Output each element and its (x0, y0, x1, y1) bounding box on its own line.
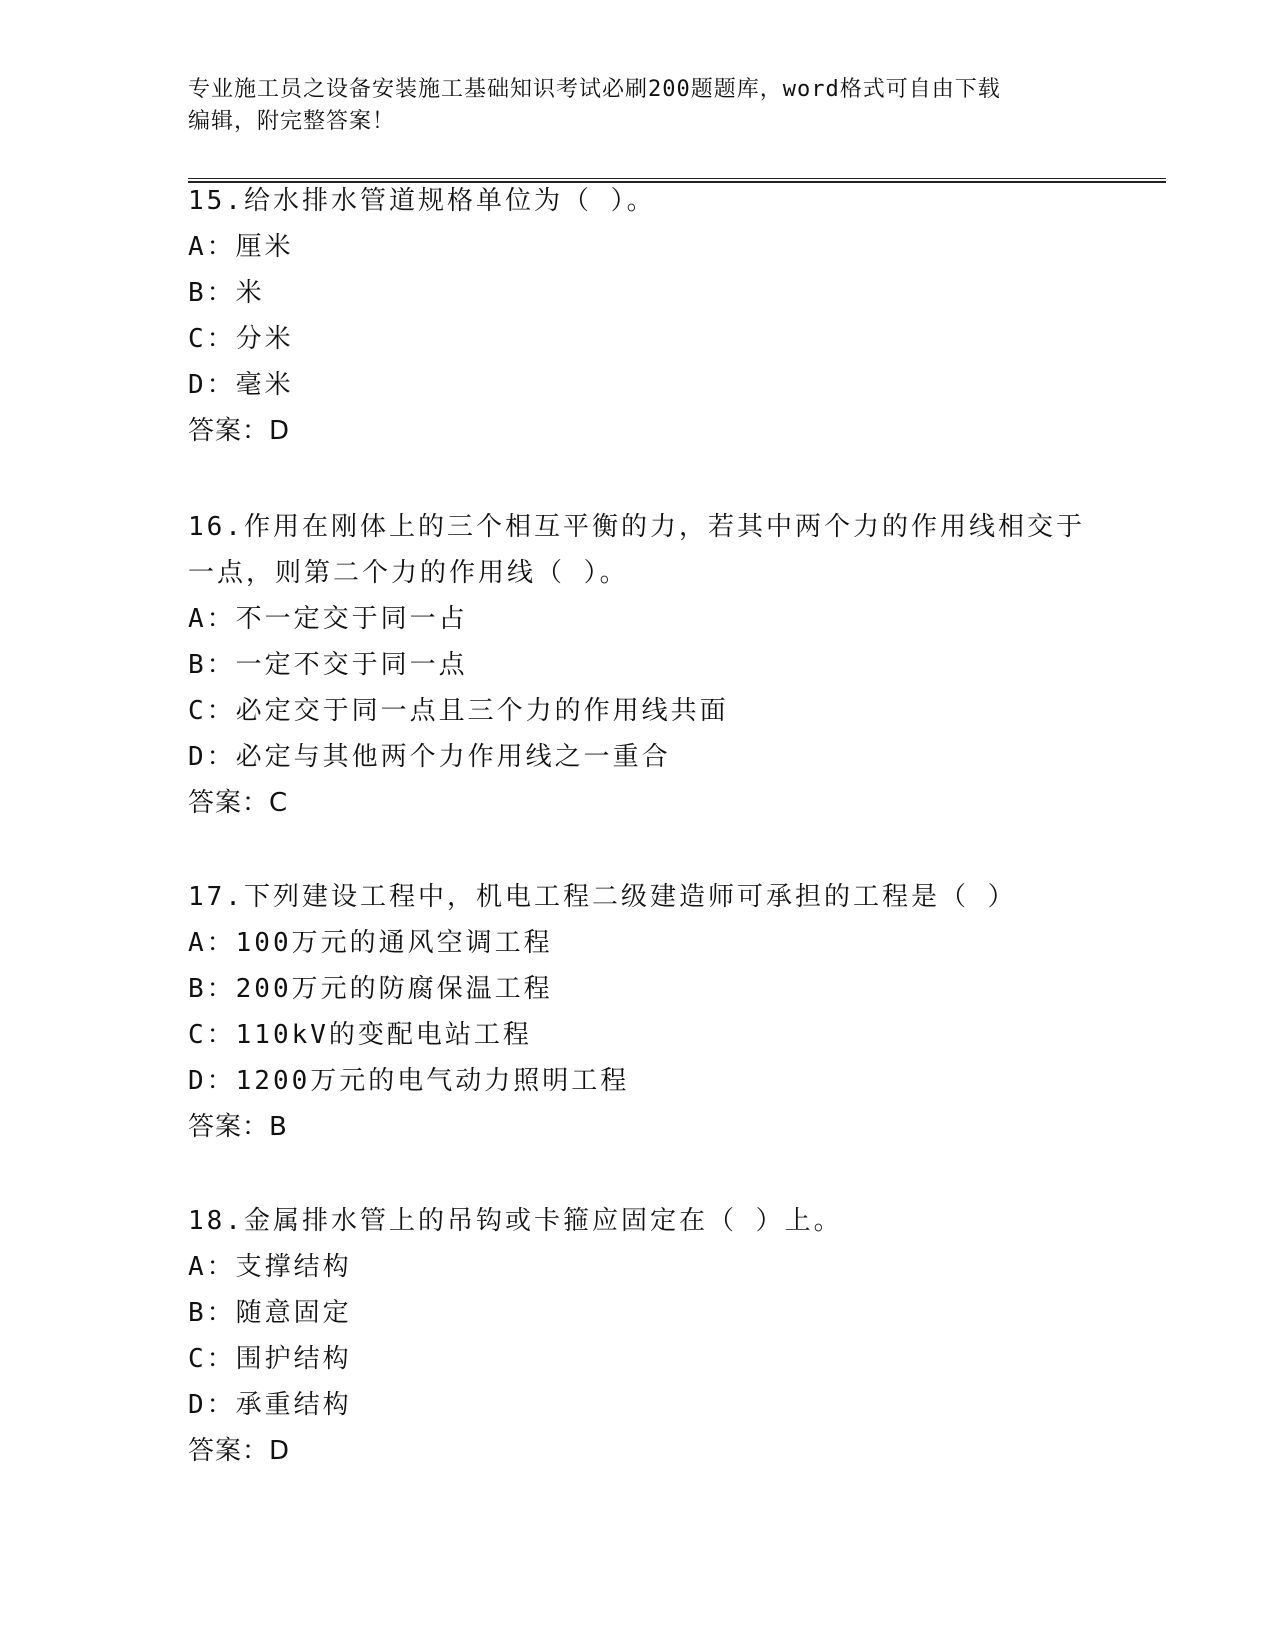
document-header (188, 74, 1088, 138)
option-a: A：厘米 (188, 232, 294, 262)
option-a: A：不一定交于同一占 (188, 604, 468, 634)
header-line-1: 专业施工员之设备安装施工基础知识考试必刷200题题库，word格式可自由下载 (188, 77, 1001, 102)
answer: 答案：D (188, 1436, 291, 1466)
question-stem: 18.金属排水管上的吊钩或卡箍应固定在（ ）上。 (188, 1206, 843, 1236)
question-stem-continued: 一点，则第二个力的作用线（ ）。 (188, 558, 629, 588)
option-a: A：支撑结构 (188, 1252, 352, 1282)
option-d: D：1200万元的电气动力照明工程 (188, 1066, 630, 1096)
question-17 (188, 874, 1088, 1150)
option-b: B：随意固定 (188, 1298, 352, 1328)
option-c: C：必定交于同一点且三个力的作用线共面 (188, 696, 729, 726)
option-d: D：必定与其他两个力作用线之一重合 (188, 742, 671, 772)
question-16 (188, 504, 1088, 826)
question-18 (188, 1198, 1088, 1474)
answer: 答案：D (188, 416, 291, 446)
option-d: D：承重结构 (188, 1390, 352, 1420)
option-c: C：分米 (188, 324, 294, 354)
header-line-2: 编辑，附完整答案！ (188, 109, 396, 134)
option-a: A：100万元的通风空调工程 (188, 928, 553, 958)
question-stem: 16.作用在刚体上的三个相互平衡的力，若其中两个力的作用线相交于 (188, 512, 1085, 542)
question-stem: 17.下列建设工程中，机电工程二级建造师可承担的工程是（ ） (188, 882, 1017, 912)
question-15 (188, 178, 1088, 454)
option-c: C：110kV的变配电站工程 (188, 1020, 532, 1050)
option-c: C：围护结构 (188, 1344, 352, 1374)
option-b: B：一定不交于同一点 (188, 650, 468, 680)
option-b: B：米 (188, 278, 265, 308)
option-b: B：200万元的防腐保温工程 (188, 974, 553, 1004)
question-stem: 15.给水排水管道规格单位为（ ）。 (188, 186, 656, 216)
answer: 答案：C (188, 788, 289, 818)
answer: 答案：B (188, 1112, 288, 1142)
option-d: D：毫米 (188, 370, 294, 400)
